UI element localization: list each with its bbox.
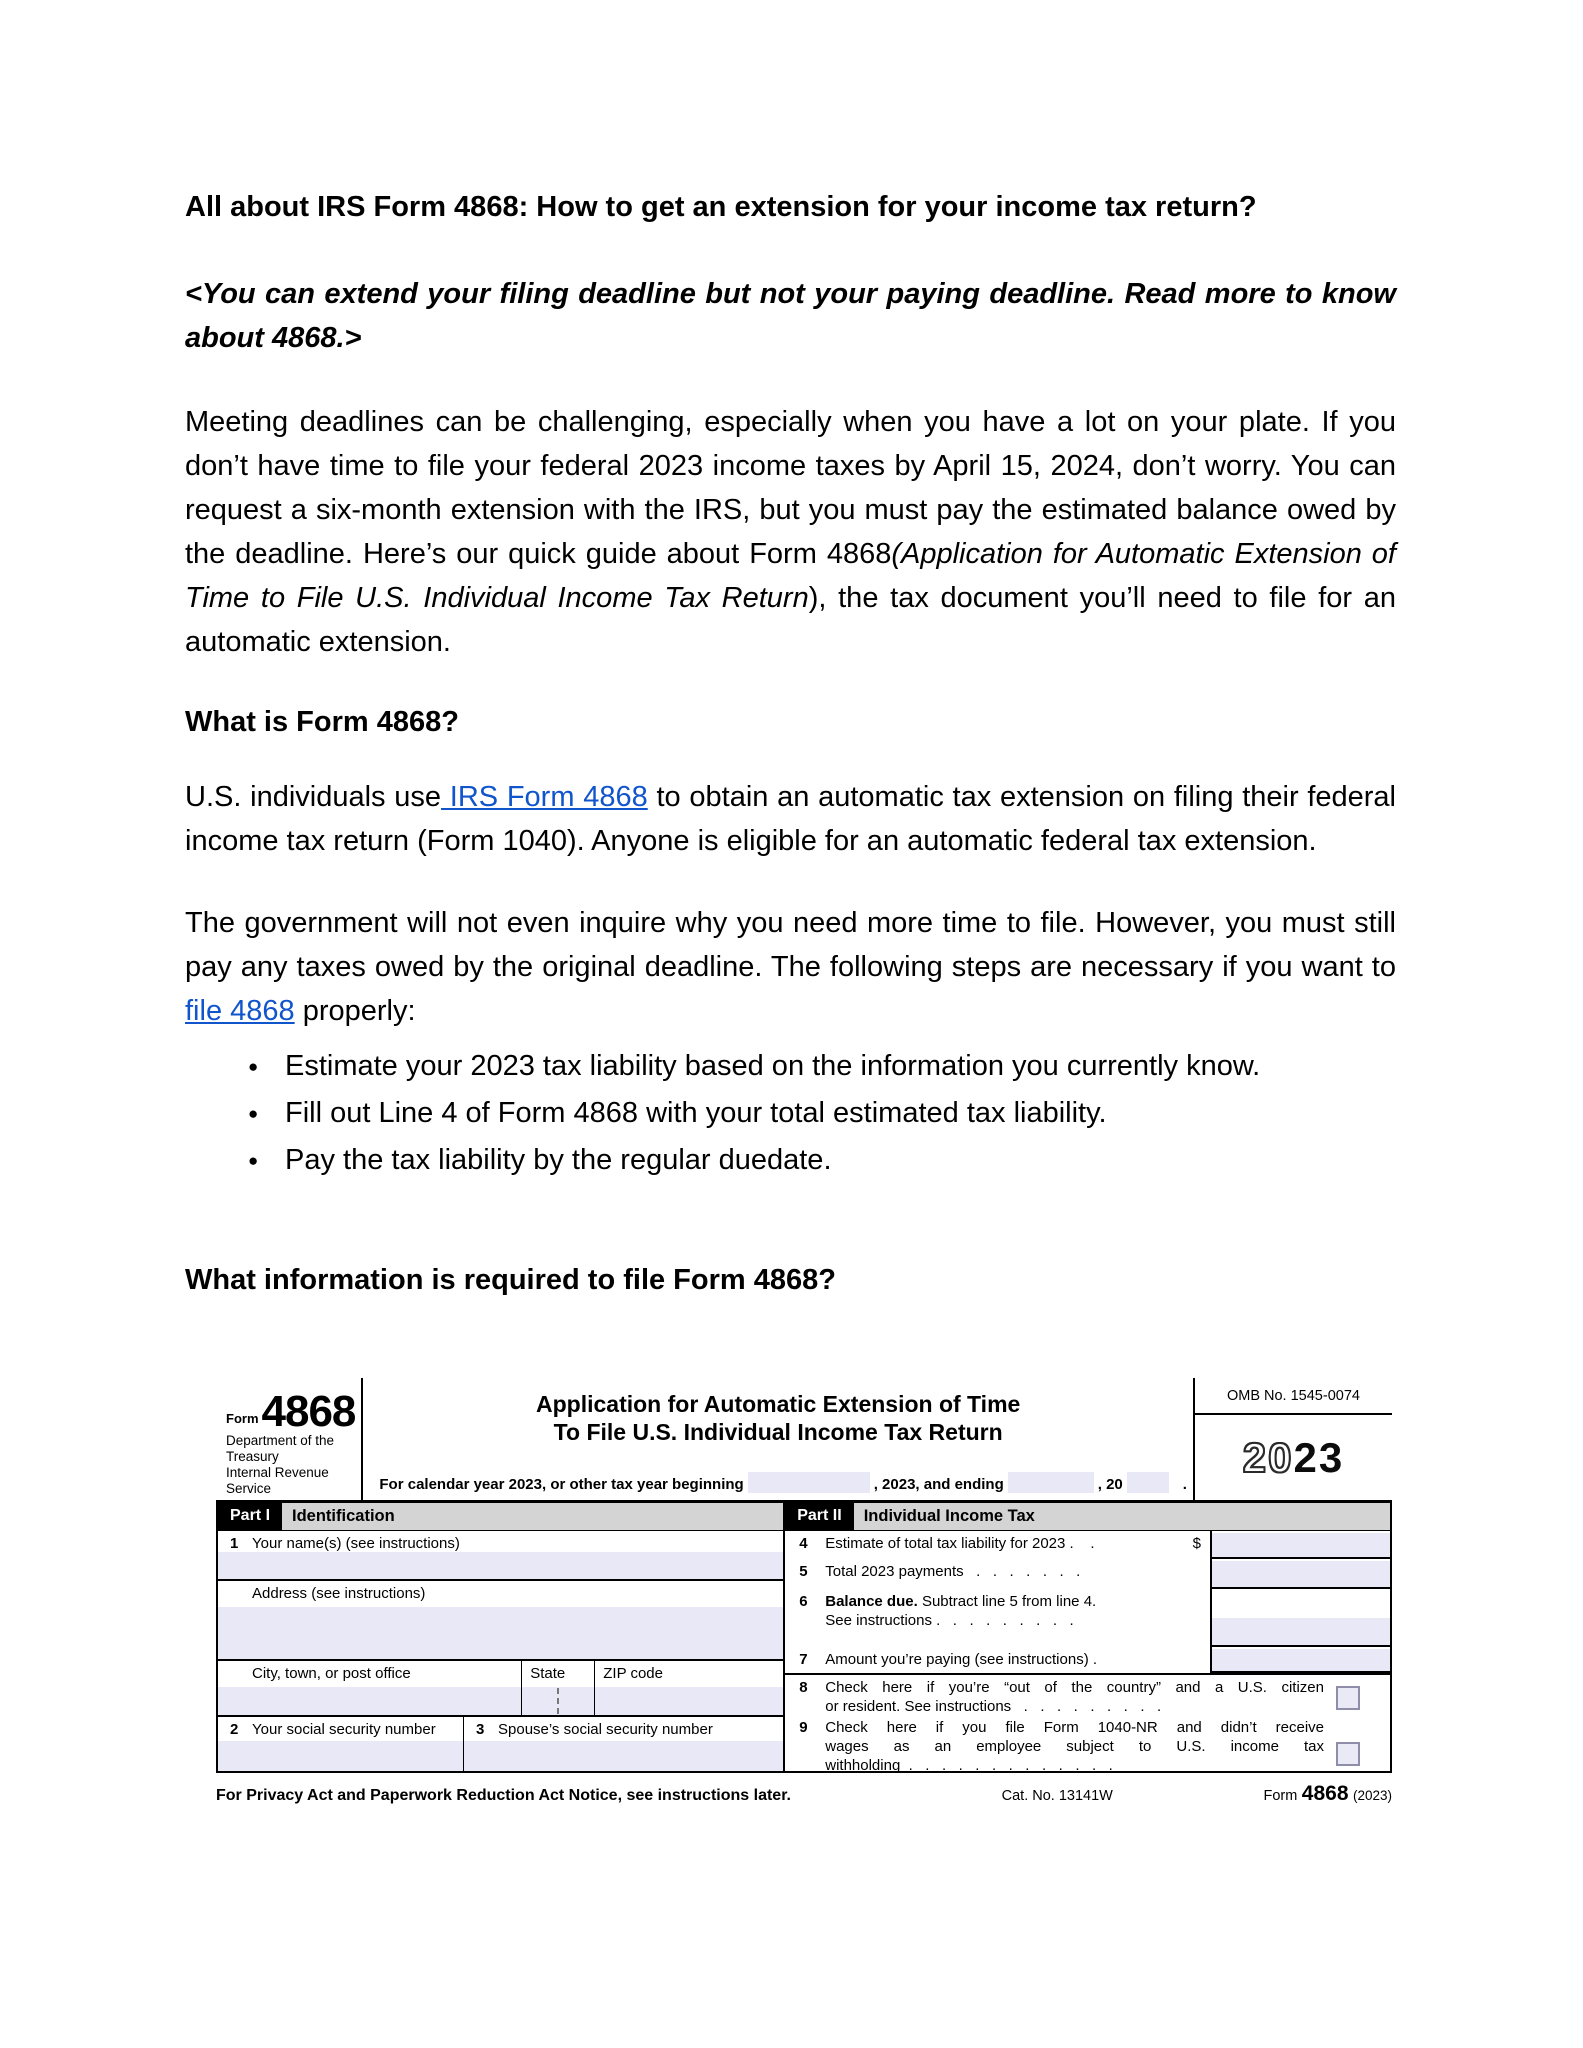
zip-label: ZIP code [603,1665,663,1682]
list-item: ● Pay the tax liability by the regular duedate. [185,1137,1396,1184]
catalog-number: Cat. No. 13141W [1001,1788,1113,1804]
calendar-text-3: , 20 [1097,1476,1123,1493]
line4-row [785,1531,1390,1559]
heading-what-is-form-4868: What is Form 4868? [185,706,459,738]
article-title: All about IRS Form 4868: How to get an extension for your income tax return? [185,191,1257,223]
list-item: ● Fill out Line 4 of Form 4868 with your total estimated tax liability. [185,1090,1396,1137]
city-field[interactable] [218,1687,521,1715]
line5-number: 5 [799,1563,808,1580]
part-bars [218,1503,1390,1531]
calendar-year-line [363,1472,1193,1500]
paragraph-intro-text-end: ), the tax document you’ll need to file for an automatic extension. [185,582,1396,658]
line8-label-a: Check here if you’re “out of the country” and a U.S. citizen [825,1679,1324,1696]
line9-label-a: Check here if you file Form 1040-NR and didn’t receive [825,1719,1324,1736]
line4-number: 4 [799,1535,808,1552]
part2-label: Part II [785,1503,853,1530]
spouse-ssn-cell [464,1717,783,1771]
address-row [218,1581,783,1661]
form-number-block [216,1378,363,1500]
form-title-line2: To File U.S. Individual Income Tax Return [553,1419,1003,1445]
line9-label-b: wages as an employee subject to U.S. income tax [825,1738,1324,1755]
part2-title: Individual Income Tax [854,1503,1390,1530]
ssn-row [218,1717,783,1771]
tax-year-beginning-field[interactable] [748,1472,870,1493]
line8-row [785,1675,1390,1715]
address-label: Address (see instructions) [252,1585,426,1602]
line6-label: Subtract line 5 from line 4. [917,1593,1097,1610]
spouse-ssn-label: Spouse’s social security number [498,1721,713,1738]
line7-amount-field[interactable] [1212,1649,1390,1673]
tax-year-ending-field[interactable] [1008,1472,1094,1493]
form-body [218,1531,1390,1774]
paragraph-government [185,901,1396,1033]
name-field[interactable] [218,1552,783,1579]
line9-number: 9 [799,1719,808,1736]
line6-label-b: See instructions . . . . . . . . . [825,1612,1074,1629]
omb-number: OMB No. 1545-0074 [1195,1378,1392,1415]
footer-form-word: Form [1263,1788,1298,1804]
line6-amount-field[interactable] [1212,1618,1390,1647]
part1-bar [218,1503,785,1530]
your-ssn-label: Your social security number [252,1721,436,1738]
tax-year-yy-field[interactable] [1127,1472,1169,1493]
zip-field[interactable] [595,1687,783,1715]
line9-row [785,1715,1390,1774]
dollar-sign: $ [1192,1535,1201,1552]
calendar-text-2: , 2023, and ending [873,1476,1004,1493]
name-label: Your name(s) (see instructions) [252,1535,460,1552]
state-label: State [530,1665,566,1682]
state-field-divider [557,1688,559,1714]
line9-label-c: withholding . . . . . . . . . . . . . [825,1757,1113,1774]
line3-number: 3 [476,1721,485,1738]
out-of-country-checkbox[interactable] [1336,1686,1360,1710]
line8-label-b: or resident. See instructions . . . . . . . . . [825,1698,1162,1715]
form-title-block [363,1378,1193,1500]
line5-row [785,1559,1390,1589]
footer-form-year: (2023) [1352,1788,1392,1803]
paragraph-government-text: The government will not even inquire why you need more time to file. However, you must still pay any taxes owed by the original deadline. The following steps are necessary if you want to [185,907,1396,983]
form-year [1195,1415,1392,1500]
paragraph-what-is [185,775,1396,863]
form-year-outline: 20 [1242,1433,1294,1481]
steps-list [185,1043,1396,1184]
irs-label: Internal Revenue Service [226,1465,329,1496]
article-subtitle: <You can extend your filing deadline but not your paying deadline. Read more to know about 4868.> [185,278,1396,354]
line1-number: 1 [230,1535,239,1552]
your-ssn-field[interactable] [218,1741,463,1771]
form-year-solid: 23 [1293,1433,1345,1481]
line6-number: 6 [799,1593,808,1610]
part2-bar [785,1503,1390,1530]
your-ssn-cell [218,1717,464,1771]
form-title-line1: Application for Automatic Extension of Time [536,1391,1021,1417]
dept-treasury-label: Department of the Treasury [226,1433,335,1464]
line4-amount-field[interactable] [1212,1533,1390,1559]
paragraph-intro-italic: (Application for Automatic Extension of Time to File U.S. Individual Income Tax Return [185,538,1396,614]
file-4868-link[interactable]: file 4868 [185,995,295,1027]
city-state-zip-row [218,1661,783,1717]
part2-column [785,1531,1390,1774]
form-4868-image [216,1378,1392,1806]
line4-label: Estimate of total tax liability for 2023 . . [825,1535,1095,1552]
address-field[interactable] [218,1607,783,1659]
form-footer-id [1264,1782,1393,1806]
paragraph-what-is-text-end: to obtain an automatic tax extension on filing their federal income tax return (Form 1040). Anyone is eligible for an automatic federal tax extension. [185,781,1396,857]
part1-column [218,1531,785,1771]
city-label: City, town, or post office [252,1665,411,1682]
paragraph-government-text-end: properly: [294,995,416,1027]
state-cell [521,1661,595,1715]
irs-form-4868-link[interactable]: IRS Form 4868 [441,781,648,813]
form-header [216,1378,1392,1503]
state-field[interactable] [522,1687,594,1715]
name-row [218,1531,783,1581]
line2-number: 2 [230,1721,239,1738]
form-1040nr-checkbox[interactable] [1336,1742,1360,1766]
heading-what-information: What information is required to file Form 4868? [185,1264,836,1296]
line7-row [785,1647,1390,1673]
footer-form-number: 4868 [1301,1782,1349,1805]
paragraph-intro-text: Meeting deadlines can be challenging, especially when you have a lot on your plate. If you don’t have time to file your federal 2023 income taxes by April 15, 2024, don’t worry. You can request a six-month extension with the IRS, but you must pay the estimated balance owed by the deadline. Here’s our quick guide about Form 4868 [185,406,1396,570]
paragraph-intro [185,400,1396,664]
calendar-text-1: For calendar year 2023, or other tax year beginning [379,1476,744,1493]
line6-row [785,1589,1390,1647]
form-table [216,1503,1392,1773]
privacy-act-notice: For Privacy Act and Paperwork Reduction Act Notice, see instructions later. [216,1787,791,1804]
line7-number: 7 [799,1651,808,1668]
omb-year-block [1193,1378,1392,1500]
spouse-ssn-field[interactable] [464,1741,783,1771]
city-cell [218,1661,521,1715]
paragraph-what-is-text: U.S. individuals use [185,781,442,813]
list-item: ● Estimate your 2023 tax liability based on the information you currently know. [185,1043,1396,1090]
amount-lines-section [785,1531,1390,1675]
calendar-text-4: . [1182,1476,1187,1493]
line5-label: Total 2023 payments . . . . . . . [825,1563,1081,1580]
form-footer [216,1782,1392,1806]
line8-number: 8 [799,1679,808,1696]
line5-amount-field[interactable] [1212,1561,1390,1589]
line7-label: Amount you’re paying (see instructions) . [825,1651,1098,1668]
line6-bold-label: Balance due. [825,1593,918,1610]
part1-title: Identification [282,1503,783,1530]
zip-cell [595,1661,783,1715]
form-word-label: Form [226,1411,259,1426]
form-number: 4868 [261,1387,356,1436]
part1-label: Part I [218,1503,282,1530]
